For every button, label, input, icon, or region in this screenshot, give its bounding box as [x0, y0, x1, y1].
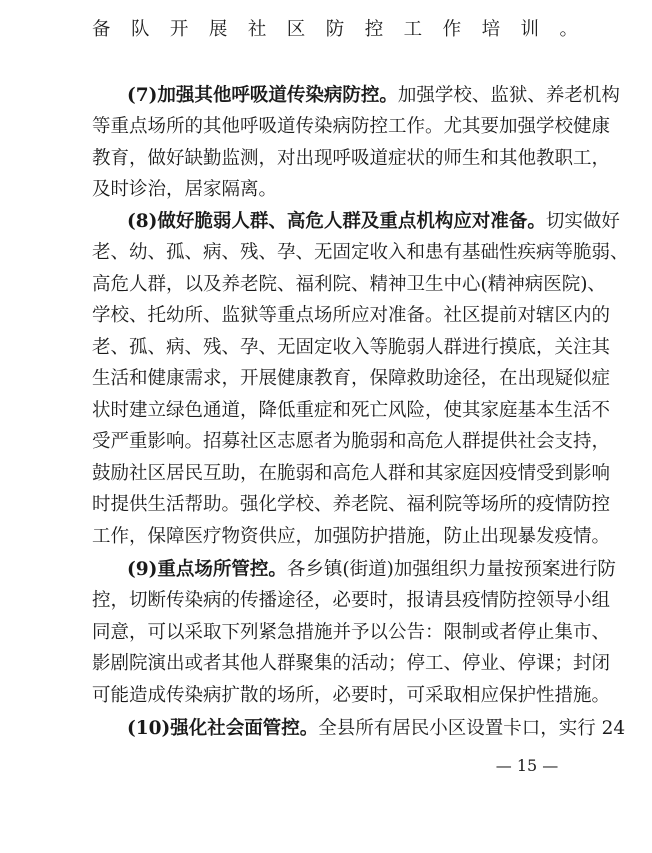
body-line-10 — [92, 335, 611, 361]
body-line-4 — [92, 146, 611, 172]
body-line-16 — [92, 524, 611, 550]
section-9-heading-line — [127, 557, 616, 583]
line-text: 可能造成传染病扩散的场所，必要时，可采取相应保护性措施。 — [92, 685, 611, 706]
body-line-12 — [92, 398, 611, 424]
section-7-heading: (7)加强其他呼吸道传染病防控。 — [127, 85, 398, 106]
body-line-9 — [92, 303, 611, 329]
line-text: 同意，可以采取下列紧急措施并予以公告：限制或者停止集市、 — [92, 622, 611, 643]
line-text: 切实做好 — [545, 211, 620, 232]
line-text: 教育，做好缺勤监测，对出现呼吸道症状的师生和其他教职工， — [92, 148, 611, 169]
line-text: 控，切断传染病的传播途径，必要时，报请县疫情防控领导小组 — [92, 590, 611, 611]
body-line-1 — [92, 17, 578, 43]
line-text: 老、孤、病、残、孕、无固定收入等脆弱人群进行摸底，关注其 — [92, 337, 611, 358]
body-line-7 — [92, 240, 629, 266]
body-line-15 — [92, 492, 611, 518]
line-text: 状时建立绿色通道，降低重症和死亡风险，使其家庭基本生活不 — [92, 400, 611, 421]
body-line-19 — [92, 620, 611, 646]
body-line-20 — [92, 651, 611, 677]
line-text: 高危人群，以及养老院、福利院、精神卫生中心(精神病医院)、 — [92, 274, 606, 295]
section-8-heading-line — [127, 209, 620, 235]
body-line-11 — [92, 366, 611, 392]
body-line-3 — [92, 114, 611, 140]
line-text: 加强学校、监狱、养老机构 — [397, 85, 620, 106]
body-line-14 — [92, 461, 611, 487]
body-line-5 — [92, 177, 578, 203]
section-10-heading-line — [127, 716, 626, 742]
body-line-18 — [92, 588, 611, 614]
section-8-heading: (8)做好脆弱人群、高危人群及重点机构应对准备。 — [127, 211, 546, 232]
line-text: 受严重影响。招募社区志愿者为脆弱和高危人群提供社会支持， — [92, 431, 611, 452]
line-text: 及时诊治，居家隔离。 — [92, 179, 278, 200]
line-text: 工作，保障医疗物资供应，加强防护措施，防止出现暴发疫情。 — [92, 526, 611, 547]
section-7-heading-line — [127, 83, 620, 109]
body-line-8 — [92, 272, 606, 298]
line-text: 学校、托幼所、监狱等重点场所应对准备。社区提前对辖区内的 — [92, 305, 611, 326]
line-text: 鼓励社区居民互助，在脆弱和高危人群和其家庭因疫情受到影响 — [92, 463, 611, 484]
line-text: 影剧院演出或者其他人群聚集的活动；停工、停业、停课；封闭 — [92, 653, 611, 674]
line-text: 全县所有居民小区设置卡口，实行 24 — [318, 718, 626, 739]
section-10-heading: (10)强化社会面管控。 — [127, 718, 319, 739]
section-9-heading: (9)重点场所管控。 — [127, 559, 287, 580]
body-line-13 — [92, 429, 611, 455]
line-text: 时提供生活帮助。强化学校、养老院、福利院等场所的疫情防控 — [92, 494, 611, 515]
line-text: 备队开展社区防控工作培训。 — [92, 19, 578, 40]
line-text: 等重点场所的其他呼吸道传染病防控工作。尤其要加强学校健康 — [92, 116, 611, 137]
line-text: 各乡镇(街道)加强组织力量按预案进行防 — [286, 559, 616, 580]
page-number: — 15 — — [495, 756, 559, 775]
line-text: 老、幼、孤、病、残、孕、无固定收入和患有基础性疾病等脆弱、 — [92, 242, 629, 263]
line-text: 生活和健康需求，开展健康教育，保障救助途径，在出现疑似症 — [92, 368, 611, 389]
body-line-21 — [92, 683, 611, 709]
